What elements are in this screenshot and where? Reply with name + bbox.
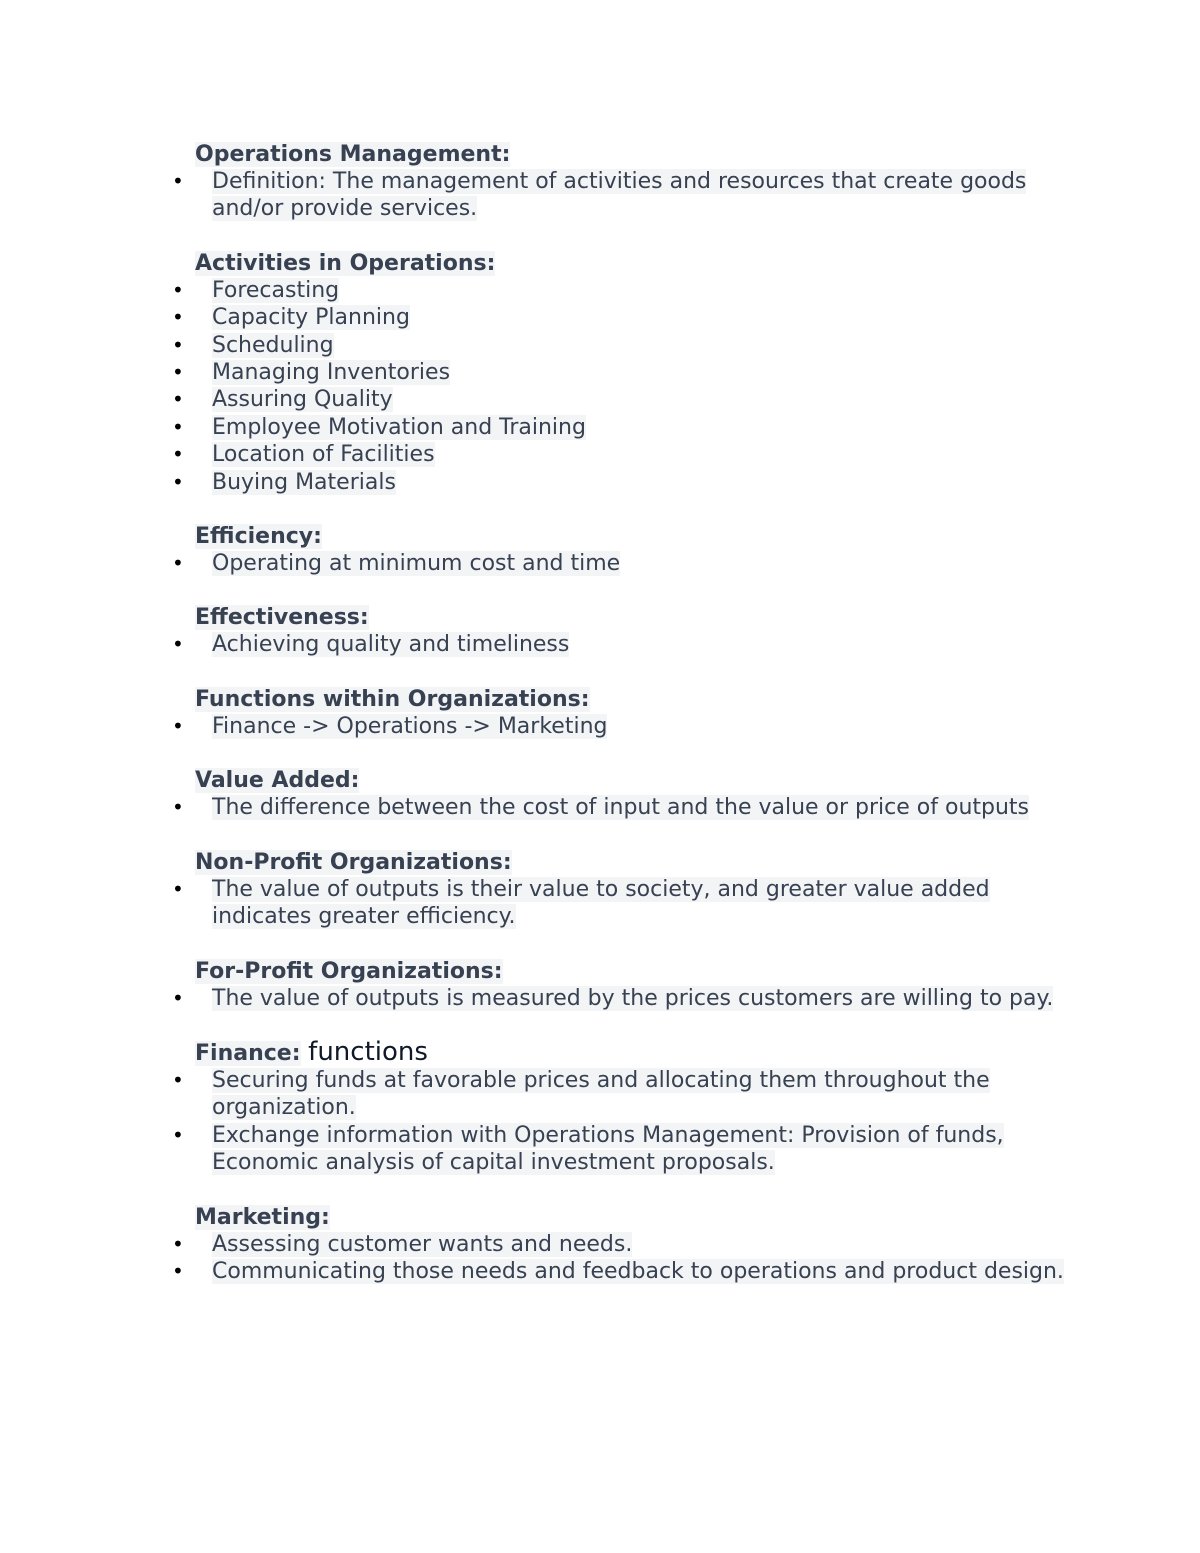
heading-text: For-Profit Organizations: bbox=[195, 958, 503, 984]
bullet-list bbox=[172, 713, 1072, 740]
bullet-list bbox=[172, 794, 1072, 821]
list-item-text: Location of Facilities bbox=[212, 442, 435, 468]
section-heading bbox=[195, 1204, 1072, 1231]
bullet-icon: • bbox=[172, 876, 184, 901]
bullet-list bbox=[172, 550, 1072, 577]
bullet-icon: • bbox=[172, 387, 184, 412]
bullet-list bbox=[172, 985, 1072, 1012]
list-item bbox=[172, 1122, 1072, 1177]
list-item bbox=[172, 359, 1072, 386]
heading-text: Value Added: bbox=[195, 768, 360, 794]
list-item bbox=[172, 794, 1072, 821]
section-for-profit-organizations bbox=[172, 958, 1072, 1012]
list-item bbox=[172, 713, 1072, 740]
section-non-profit-organizations bbox=[172, 849, 1072, 931]
list-item-text: Buying Materials bbox=[212, 469, 396, 495]
bullet-icon: • bbox=[172, 1231, 184, 1256]
document-body bbox=[172, 141, 1072, 1312]
bullet-icon: • bbox=[172, 795, 184, 820]
heading-text: Activities in Operations: bbox=[195, 250, 496, 276]
list-item bbox=[172, 1067, 1072, 1122]
bullet-icon: • bbox=[172, 442, 184, 467]
heading-text: Marketing: bbox=[195, 1204, 330, 1230]
list-item-text: Achieving quality and timeliness bbox=[212, 632, 570, 658]
list-item-text: Exchange information with Operations Management: Provision of funds, Economic analysis of capital investment proposals. bbox=[212, 1122, 1004, 1176]
list-item bbox=[172, 1231, 1072, 1258]
list-item bbox=[172, 414, 1072, 441]
section-heading bbox=[195, 604, 1072, 631]
list-item bbox=[172, 985, 1072, 1012]
section-marketing bbox=[172, 1204, 1072, 1286]
list-item-text: The value of outputs is measured by the prices customers are willing to pay. bbox=[212, 985, 1054, 1011]
list-item bbox=[172, 386, 1072, 413]
section-heading bbox=[195, 767, 1072, 794]
bullet-icon: • bbox=[172, 469, 184, 494]
section-functions-within-organizations bbox=[172, 686, 1072, 740]
bullet-icon: • bbox=[172, 632, 184, 657]
bullet-icon: • bbox=[172, 277, 184, 302]
list-item bbox=[172, 469, 1072, 496]
list-item-text: Definition: The management of activities and resources that create goods and/or provide services. bbox=[212, 169, 1027, 222]
list-item bbox=[172, 631, 1072, 658]
list-item-text: The difference between the cost of input and the value or price of outputs bbox=[212, 795, 1030, 821]
bullet-icon: • bbox=[172, 169, 184, 193]
section-finance bbox=[172, 1036, 1072, 1177]
section-heading bbox=[195, 141, 1072, 168]
heading-text: Non-Profit Organizations: bbox=[195, 849, 512, 875]
list-item bbox=[172, 1258, 1072, 1285]
bullet-icon: • bbox=[172, 414, 184, 439]
list-item bbox=[172, 441, 1072, 468]
heading-text: Operations Management: bbox=[195, 142, 511, 167]
section-effectiveness bbox=[172, 604, 1072, 658]
list-item-text: Employee Motivation and Training bbox=[212, 414, 586, 440]
list-item-text: Scheduling bbox=[212, 332, 334, 358]
section-heading bbox=[195, 523, 1072, 550]
heading-text: Effectiveness: bbox=[195, 605, 369, 631]
list-item-text: Managing Inventories bbox=[212, 360, 451, 386]
list-item-text: Operating at minimum cost and time bbox=[212, 551, 621, 577]
section-heading bbox=[195, 250, 1072, 277]
list-item-text: The value of outputs is their value to society, and greater value added indicates greater efficiency. bbox=[212, 876, 990, 930]
bullet-icon: • bbox=[172, 332, 184, 357]
section-efficiency bbox=[172, 523, 1072, 577]
bullet-list bbox=[172, 1231, 1072, 1286]
list-item bbox=[172, 876, 1072, 931]
list-item bbox=[172, 168, 1072, 223]
bullet-list bbox=[172, 277, 1072, 496]
list-item-text: Communicating those needs and feedback to operations and product design. bbox=[212, 1258, 1064, 1284]
bullet-icon: • bbox=[172, 713, 184, 738]
list-item bbox=[172, 550, 1072, 577]
section-activities-in-operations bbox=[172, 250, 1072, 496]
section-heading bbox=[195, 686, 1072, 713]
list-item bbox=[172, 277, 1072, 304]
list-item-text: Securing funds at favorable prices and allocating them throughout the organization. bbox=[212, 1067, 990, 1121]
bullet-icon: • bbox=[172, 1122, 184, 1147]
list-item-text: Capacity Planning bbox=[212, 305, 410, 331]
list-item-text: Assessing customer wants and needs. bbox=[212, 1231, 633, 1257]
list-item bbox=[172, 304, 1072, 331]
heading-text: Efficiency: bbox=[195, 524, 322, 550]
list-item bbox=[172, 332, 1072, 359]
list-item-text: Finance -> Operations -> Marketing bbox=[212, 713, 608, 739]
bullet-icon: • bbox=[172, 360, 184, 385]
section-heading bbox=[195, 849, 1072, 876]
section-operations-management bbox=[172, 141, 1072, 223]
section-heading bbox=[195, 958, 1072, 985]
heading-text: Finance: bbox=[195, 1040, 301, 1066]
list-item-text: Forecasting bbox=[212, 277, 340, 303]
bullet-list bbox=[172, 1067, 1072, 1177]
bullet-list bbox=[172, 876, 1072, 931]
bullet-icon: • bbox=[172, 985, 184, 1010]
section-value-added bbox=[172, 767, 1072, 821]
bullet-list bbox=[172, 631, 1072, 658]
bullet-icon: • bbox=[172, 305, 184, 330]
bullet-list bbox=[172, 168, 1072, 223]
bullet-icon: • bbox=[172, 1258, 184, 1283]
bullet-icon: • bbox=[172, 1067, 184, 1092]
bullet-icon: • bbox=[172, 551, 184, 576]
heading-extra-text: functions bbox=[308, 1036, 428, 1067]
section-heading bbox=[195, 1036, 1072, 1067]
heading-text: Functions within Organizations: bbox=[195, 686, 590, 712]
list-item-text: Assuring Quality bbox=[212, 387, 393, 413]
